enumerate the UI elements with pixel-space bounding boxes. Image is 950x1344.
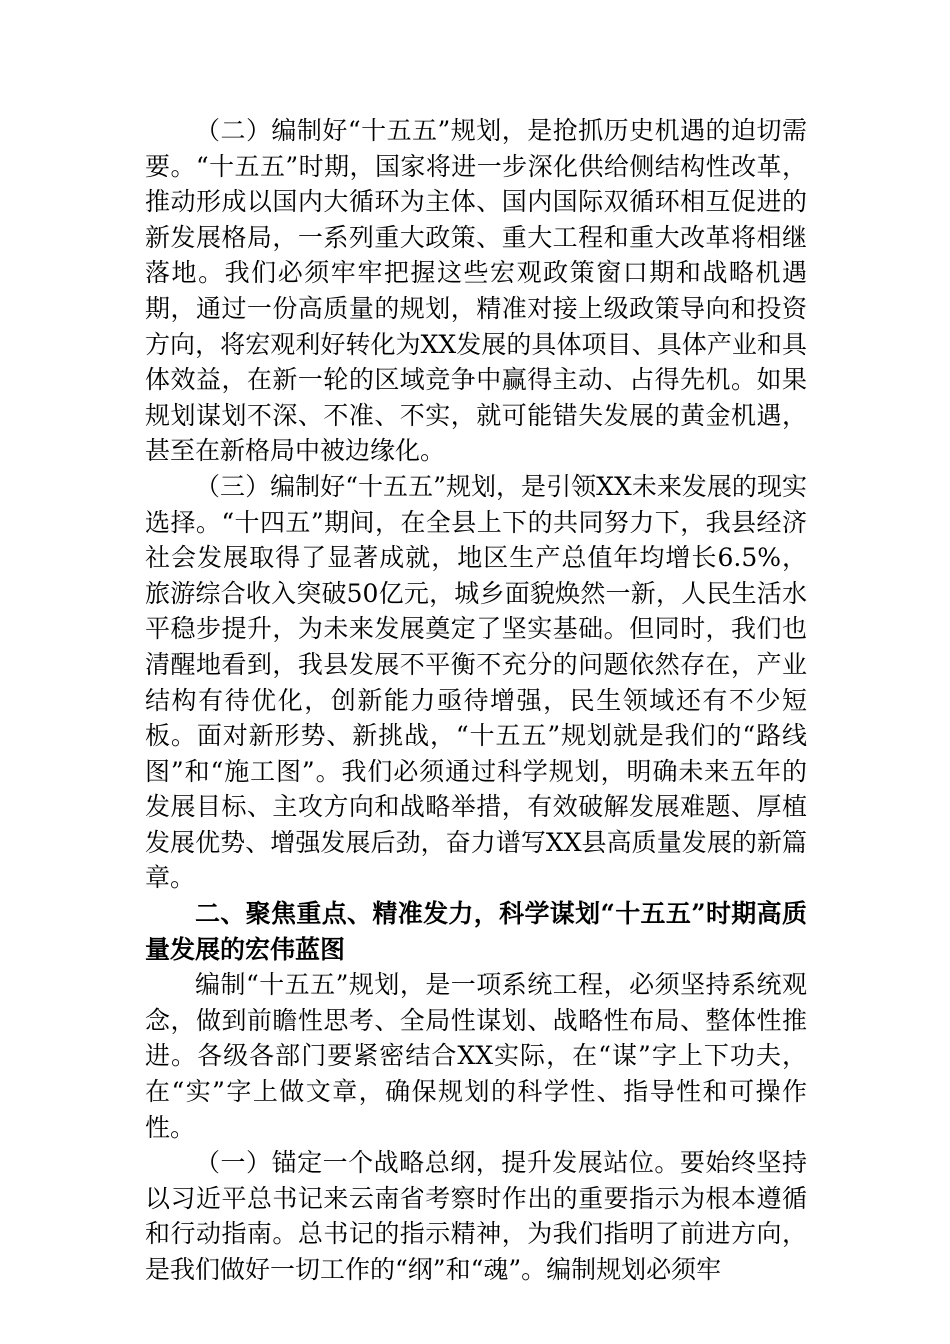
document-body bbox=[145, 113, 807, 1288]
paragraph-system-engineering: 编制“十五五”规划，是一项系统工程，必须坚持系统观念，做到前瞻性思考、全局性谋划、战略性布局、整体性推进。各级各部门要紧密结合XX实际，在“谋”字上下功夫，在“实”字上做文章，确保规划的科学性、指导性和可操作性。 bbox=[145, 970, 807, 1142]
paragraph-future-development: （三）编制好“十五五”规划，是引领XX未来发展的现实选择。“十四五”期间，在全县上下的共同努力下，我县经济社会发展取得了显著成就，地区生产总值年均增长6.5%，旅游综合收入突破50亿元，城乡面貌焕然一新，人民生活水平稳步提升，为未来发展奠定了坚实基础。但同时，我们也清醒地看到，我县发展不平衡不充分的问题依然存在，产业结构有待优化，创新能力亟待增强，民生领域还有不少短板。面对新形势、新挑战，“十五五”规划就是我们的“路线图”和“施工图”。我们必须通过科学规划，明确未来五年的发展目标、主攻方向和战略举措，有效破解发展难题、厚植发展优势、增强发展后劲，奋力谱写XX县高质量发展的新篇章。 bbox=[145, 471, 807, 893]
section-heading-2: 二、聚焦重点、精准发力，科学谋划“十五五”时期高质量发展的宏伟蓝图 bbox=[145, 899, 807, 964]
paragraph-strategic-outline: （一）锚定一个战略总纲，提升发展站位。要始终坚持以习近平总书记来云南省考察时作出的重要指示为根本遵循和行动指南。总书记的指示精神，为我们指明了前进方向，是我们做好一切工作的“纲”和“魂”。编制规划必须牢 bbox=[145, 1148, 807, 1284]
paragraph-opportunity: （二）编制好“十五五”规划，是抢抓历史机遇的迫切需要。“十五五”时期，国家将进一步深化供给侧结构性改革，推动形成以国内大循环为主体、国内国际双循环相互促进的新发展格局，一系列重大政策、重大工程和重大改革将相继落地。我们必须牢牢把握这些宏观政策窗口期和战略机遇期，通过一份高质量的规划，精准对接上级政策导向和投资方向，将宏观利好转化为XX发展的具体项目、具体产业和具体效益，在新一轮的区域竞争中赢得主动、占得先机。如果规划谋划不深、不准、不实，就可能错失发展的黄金机遇，甚至在新格局中被边缘化。 bbox=[145, 116, 807, 466]
